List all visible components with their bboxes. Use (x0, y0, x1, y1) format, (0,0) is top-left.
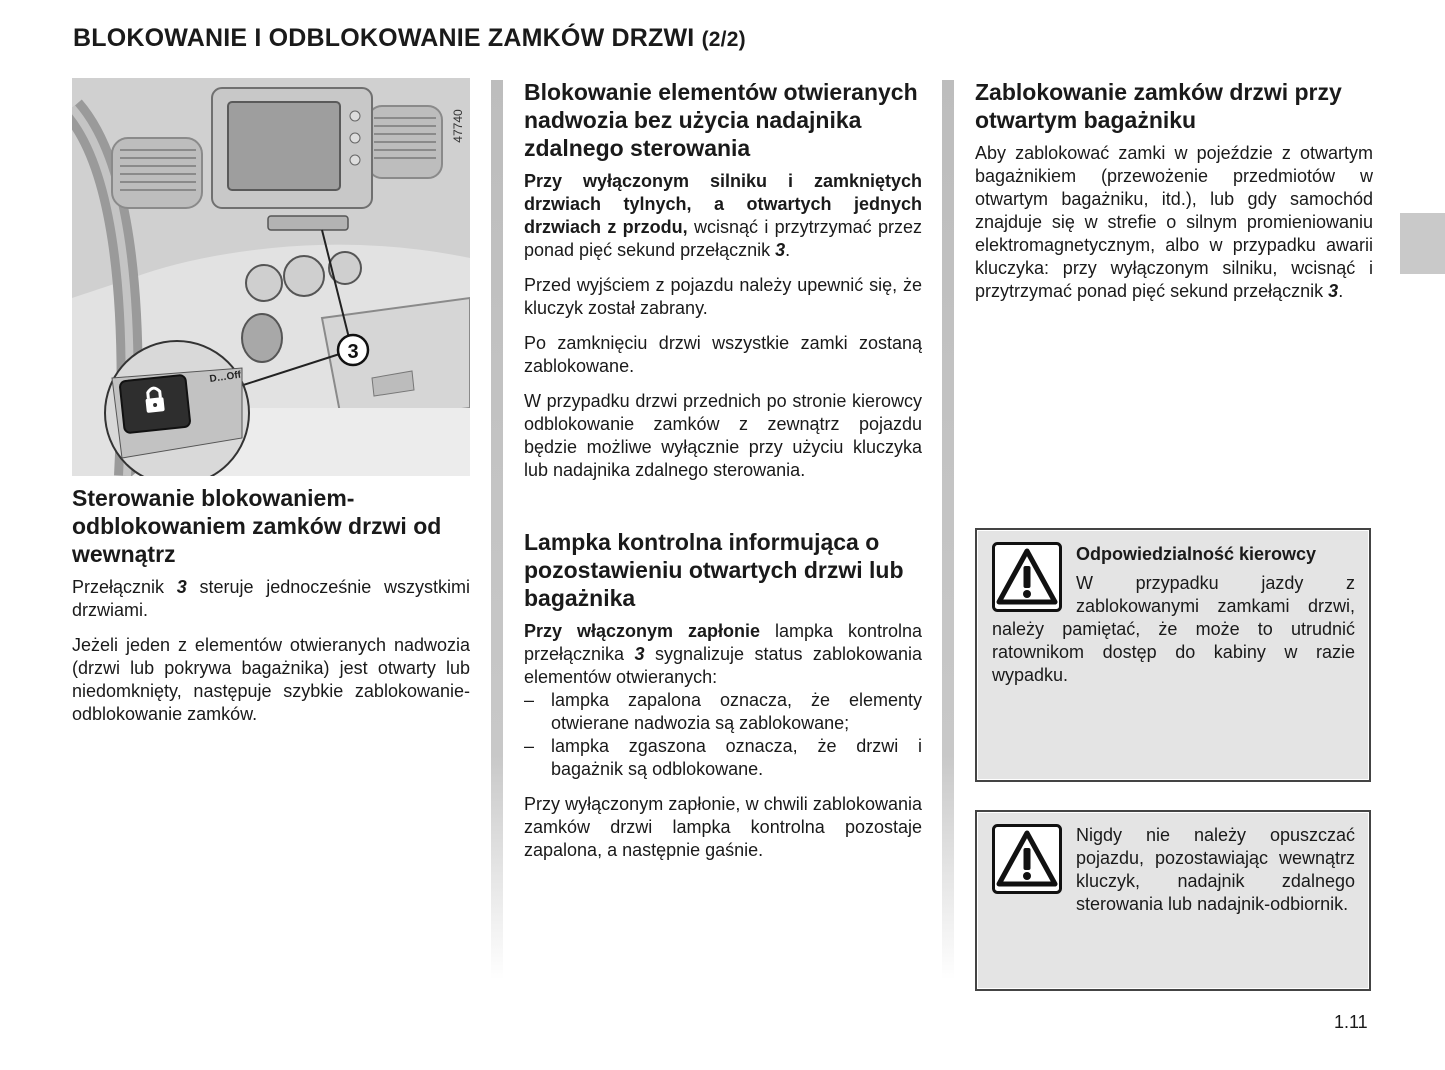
page-number: 1.11 (1334, 1012, 1368, 1032)
paragraph-ignition-off: Przy wyłączonym zapłonie, w chwili zablokowania zamków drzwi lampka kontrolna pozostaje zapalona, a następnie gaśnie. (524, 794, 922, 860)
switch-ref: 3 (176, 577, 187, 597)
list-item: – lampka zgaszona oznacza, że drzwi i bagażnik są odblokowane. (524, 735, 922, 781)
page-title (73, 24, 746, 53)
column-2 (524, 78, 922, 874)
warning-text: Nigdy nie należy opuszczać pojazdu, pozostawiając wewnątrz kluczyk, nadajnik zdalnego sterowania lub nadajnik-odbiornik. (1076, 825, 1355, 914)
list-item: – lampka zapalona oznacza, że elementy otwierane nadwozia są zablokowane; (524, 689, 922, 735)
figure-code: 47740 (451, 109, 465, 143)
warning-box-driver-responsibility (975, 528, 1371, 782)
title-text: BLOKOWANIE I ODBLOKOWANIE ZAMKÓW DRZWI (73, 24, 695, 52)
warning-text: W przypadku jazdy z zablokowanymi zamkami drzwi, należy pamiętać, że może to utrudnić ratownikom dostęp do kabiny w razie wypadku. (992, 573, 1355, 685)
switch-ref: 3 (634, 644, 645, 664)
section-tab (1400, 213, 1445, 274)
paragraph-open-boot-procedure: Aby zablokować zamki w pojeździe z otwartym bagażnikiem (przewożenie przedmiotów w otwartym bagażniku, itd.), lub gdy samochód znajduje się w strefie o silnym promieniowaniu elektromagnetycznym, albo w przypadku awarii kluczyka: przy wyłączonym silniku, wcisnąć i przytrzymać ponad pięć sekund przełącznik 3. (975, 143, 1373, 301)
column-1 (72, 78, 470, 738)
paragraph-ignition-on: Przy włączonym zapłonie lampka kontrolna przełącznika 3 sygnalizuje status zablokowania elementów otwieranych: (524, 621, 923, 687)
paragraph-key-check: Przed wyjściem z pojazdu należy upewnić się, że kluczyk został zabrany. (524, 275, 922, 318)
paragraph-driver-door: W przypadku drzwi przednich po stronie kierowcy odblokowanie zamków z zewnątrz pojazdu będzie możliwe wyłącznie przy użyciu kluczyka lub nadajnika zdalnego sterowania. (524, 391, 922, 480)
paragraph-all-locked: Po zamknięciu drzwi wszystkie zamki zostaną zablokowane. (524, 333, 922, 376)
warning-triangle-icon (992, 824, 1062, 894)
switch-label: D…Off (208, 369, 242, 385)
switch-ref: 3 (1328, 281, 1339, 301)
figure-callout-3: 3 (347, 341, 359, 363)
lamp-status-list (524, 689, 922, 781)
warning-triangle-icon (992, 542, 1062, 612)
warning-title: Odpowiedzialność kierowcy (1076, 544, 1317, 564)
warning-box-key-inside (975, 810, 1371, 991)
column-divider-left (491, 80, 503, 980)
paragraph-quick-lock: Jeżeli jeden z elementów otwieranych nadwozia (drzwi lub pokrywa bagażnika) jest otwarty lub niedomknięty, następuje szybkie zablokowanie-odblokowanie zamków. (72, 635, 470, 724)
column-3 (975, 78, 1373, 315)
dashboard-illustration (72, 78, 470, 476)
heading-locking-open-boot: Zablokowanie zamków drzwi przy otwartym bagażniku (975, 79, 1342, 133)
heading-warning-lamp: Lampka kontrolna informująca o pozostawieniu otwartych drzwi lub bagażnika (524, 529, 904, 611)
paragraph-switch-all-doors: Przełącznik 3 steruje jednocześnie wszystkimi drzwiami. (72, 577, 470, 620)
title-part: (2/2) (701, 28, 746, 51)
paragraph-engine-off-procedure: Przy wyłączonym silniku i zamkniętych drzwiach tylnych, a otwartych jednych drzwiach z przodu, wcisnąć i przytrzymać przez ponad pięć sekund przełącznik 3. (524, 171, 922, 260)
heading-locking-without-remote: Blokowanie elementów otwieranych nadwozia bez użycia nadajnika zdalnego sterowania (524, 79, 918, 161)
heading-internal-locking: Sterowanie blokowaniem-odblokowaniem zamków drzwi od wewnątrz (72, 485, 442, 567)
switch-ref: 3 (775, 240, 786, 260)
column-divider-right (942, 80, 954, 980)
